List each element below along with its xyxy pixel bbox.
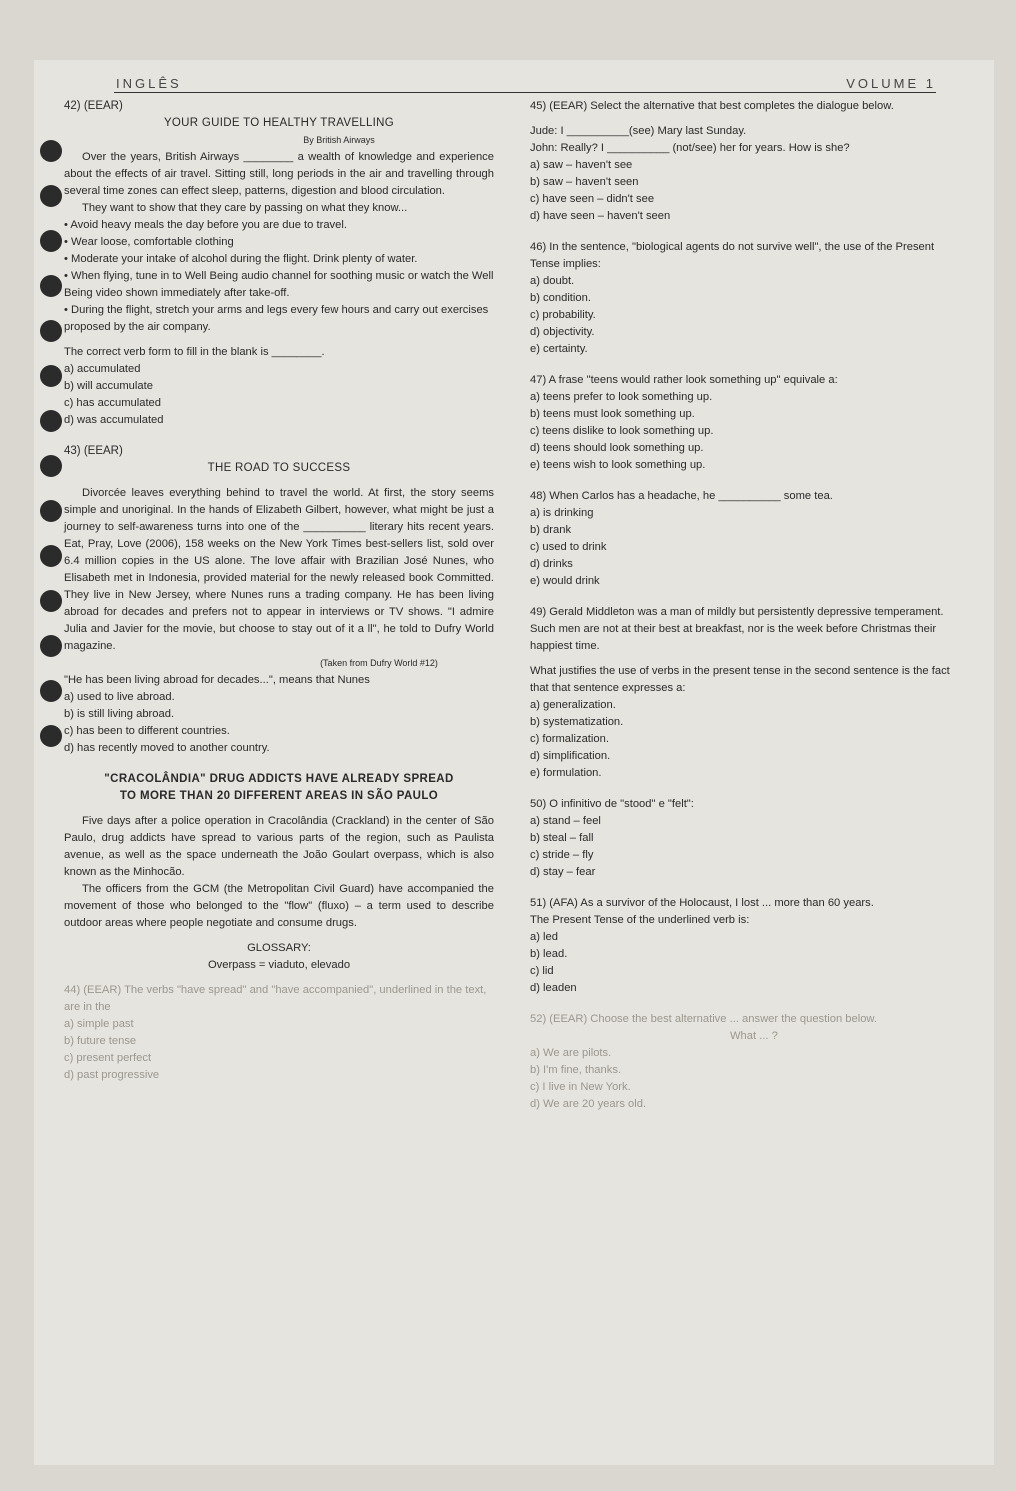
q49-paragraph: 49) Gerald Middleton was a man of mildly but persistently depressive temperament. Such men are not at their best at breakfast, nor is the week before Christmas their happiest time. (530, 606, 944, 652)
q43-option-c: c) has been to different countries. (64, 725, 230, 737)
header-rule (114, 92, 936, 93)
q51-prompt: The Present Tense of the underlined verb is: (530, 914, 750, 926)
q42-paragraph: Over the years, British Airways ________ a wealth of knowledge and experience about the effects of air travel. Sitting still, long periods in the air and travelling through several time zones can effect sleep, patterns, digestion and blood circulation. (64, 151, 494, 197)
q44-option-d: d) past progressive (64, 1069, 160, 1081)
q51-option-b: b) lead. (530, 948, 568, 960)
q51-option-a: a) led (530, 931, 558, 943)
q49-option-e: e) formulation. (530, 767, 602, 779)
q43-option-d: d) has recently moved to another country. (64, 742, 270, 754)
q49-option-a: a) generalization. (530, 699, 616, 711)
q48-option-d: d) drinks (530, 558, 573, 570)
q48-option-e: e) would drink (530, 575, 600, 587)
q44-paragraph: The officers from the GCM (the Metropolitan Civil Guard) have accompanied the movement of those who belonged to the "flow" (fluxo) – a term used to describe outdoor areas where people negotiate and consume drugs. (64, 883, 494, 929)
q42-bullet: • Avoid heavy meals the day before you are due to travel. (64, 219, 347, 231)
q42-bullet: • Wear loose, comfortable clothing (64, 236, 234, 248)
q42-option-a: a) accumulated (64, 363, 141, 375)
q47-option-b: b) teens must look something up. (530, 408, 695, 420)
q46-option-e: e) certainty. (530, 343, 588, 355)
q50-stem: 50) O infinitivo de "stood" e "felt": (530, 798, 694, 810)
subject-label: INGLÊS (116, 76, 182, 91)
q51-option-c: c) lid (530, 965, 554, 977)
page-header (116, 76, 936, 92)
q48-option-b: b) drank (530, 524, 572, 536)
q48-stem: 48) When Carlos has a headache, he __________ some tea. (530, 490, 833, 502)
q42-option-d: d) was accumulated (64, 414, 164, 426)
binder-hole (40, 275, 62, 297)
q49-option-c: c) formalization. (530, 733, 609, 745)
q42-paragraph: They want to show that they care by passing on what they know... (82, 202, 408, 214)
binder-hole (40, 230, 62, 252)
binder-hole (40, 545, 62, 567)
q46-option-d: d) objectivity. (530, 326, 595, 338)
q44-article-title: "CRACOLÂNDIA" DRUG ADDICTS HAVE ALREADY SPREAD (104, 773, 454, 785)
q43-option-a: a) used to live abroad. (64, 691, 175, 703)
binder-hole (40, 590, 62, 612)
right-column (530, 98, 950, 1113)
q43-number: 43) (EEAR) (64, 445, 123, 457)
q52-stem: 52) (EEAR) Choose the best alternative ... answer the question below. (530, 1013, 878, 1025)
q45-option-a: a) saw – haven't see (530, 159, 633, 171)
q43-option-b: b) is still living abroad. (64, 708, 175, 720)
q51-option-d: d) leaden (530, 982, 577, 994)
q45-option-c: c) have seen – didn't see (530, 193, 655, 205)
q43-paragraph: Divorcée leaves everything behind to travel the world. At first, the story seems simple and unoriginal. In the hands of Elizabeth Gilbert, however, what might be just a journey to self-awareness turns into one of the __________ literary hits recent years. Eat, Pray, Love (2006), 158 weeks on the New York Times best-sellers list, sold over 6.4 million copies in the US alone. The love affair with Brazilian José Nunes, who Elisabeth met in Indonesia, provided material for the newly released book Committed. They live in New Jersey, where Nunes runs a trading company. He has been living abroad for decades and prefers not to appear in interviews or TV shows. "I admire Julia and Javier for the movie, but choose to stay out of it a ll", he told to Dufry World magazine. (64, 487, 494, 652)
q45-dialogue-line: Jude: I __________(see) Mary last Sunday. (530, 125, 747, 137)
q42-bullet: • During the flight, stretch your arms and legs every few hours and carry out exercises proposed by the air company. (64, 304, 489, 333)
binder-hole (40, 500, 62, 522)
q47-option-d: d) teens should look something up. (530, 442, 704, 454)
q45-option-b: b) saw – haven't seen (530, 176, 639, 188)
q46-option-c: c) probability. (530, 309, 596, 321)
q44-stem: 44) (EEAR) The verbs "have spread" and "have accompanied", underlined in the text, are in the (64, 984, 487, 1013)
q47-option-e: e) teens wish to look something up. (530, 459, 706, 471)
binder-hole (40, 680, 62, 702)
q44-article-title: TO MORE THAN 20 DIFFERENT AREAS IN SÃO PAULO (119, 790, 439, 802)
binder-hole (40, 320, 62, 342)
q43-stem: "He has been living abroad for decades...", means that Nunes (64, 674, 370, 686)
q52-option-b: b) I'm fine, thanks. (530, 1064, 622, 1076)
q44-paragraph: Five days after a police operation in Cracolândia (Crackland) in the center of São Paulo, drug addicts have spread to various parts of the region, such as Paulista avenue, as well as the space underneath the João Goulart overpass, which is also known as the Minhocão. (64, 815, 494, 878)
q42-option-b: b) will accumulate (64, 380, 153, 392)
q42-stem: The correct verb form to fill in the blank is ________. (64, 346, 325, 358)
q50-option-a: a) stand – feel (530, 815, 601, 827)
q44-option-a: a) simple past (64, 1018, 134, 1030)
q42-byline: By British Airways (303, 135, 375, 145)
q42-bullet: • When flying, tune in to Well Being audio channel for soothing music or watch the Well Being video shown immediately after take-off. (64, 270, 494, 299)
q52-question: What ... ? (730, 1030, 778, 1042)
q42-number: 42) (EEAR) (64, 100, 123, 112)
q43-title: THE ROAD TO SUCCESS (207, 462, 351, 474)
q48-option-c: c) used to drink (530, 541, 607, 553)
q49-option-d: d) simplification. (530, 750, 611, 762)
q42-option-c: c) has accumulated (64, 397, 162, 409)
q42-title: YOUR GUIDE TO HEALTHY TRAVELLING (163, 117, 395, 129)
q44-option-b: b) future tense (64, 1035, 137, 1047)
q52-option-d: d) We are 20 years old. (530, 1098, 647, 1110)
q48-option-a: a) is drinking (530, 507, 594, 519)
q47-option-c: c) teens dislike to look something up. (530, 425, 714, 437)
q50-option-d: d) stay – fear (530, 866, 596, 878)
q42-bullet: • Moderate your intake of alcohol during the flight. Drink plenty of water. (64, 253, 418, 265)
q44-option-c: c) present perfect (64, 1052, 152, 1064)
glossary-entry: Overpass = viaduto, elevado (207, 959, 351, 971)
q45-dialogue-line: John: Really? I __________ (not/see) her for years. How is she? (530, 142, 850, 154)
binder-hole (40, 410, 62, 432)
q46-option-a: a) doubt. (530, 275, 575, 287)
q43-source: (Taken from Dufry World #12) (320, 658, 438, 668)
binder-hole (40, 455, 62, 477)
q45-stem: 45) (EEAR) Select the alternative that best completes the dialogue below. (530, 100, 894, 112)
glossary-heading: GLOSSARY: (247, 942, 311, 954)
left-column (64, 98, 494, 1084)
q52-option-a: a) We are pilots. (530, 1047, 612, 1059)
q46-option-b: b) condition. (530, 292, 591, 304)
binder-hole (40, 725, 62, 747)
q47-stem: 47) A frase "teens would rather look something up" equivale a: (530, 374, 838, 386)
q45-option-d: d) have seen – haven't seen (530, 210, 671, 222)
q50-option-b: b) steal – fall (530, 832, 594, 844)
q51-stem: 51) (AFA) As a survivor of the Holocaust, I lost ... more than 60 years. (530, 897, 874, 909)
binder-hole (40, 185, 62, 207)
q50-option-c: c) stride – fly (530, 849, 594, 861)
binder-hole (40, 635, 62, 657)
binder-hole (40, 140, 62, 162)
q47-option-a: a) teens prefer to look something up. (530, 391, 713, 403)
q49-stem: What justifies the use of verbs in the present tense in the second sentence is the fact that that sentence expresses a: (530, 665, 950, 694)
volume-label: VOLUME 1 (846, 76, 936, 91)
q46-stem: 46) In the sentence, "biological agents do not survive well", the use of the Present Tense implies: (530, 241, 935, 270)
binder-hole (40, 365, 62, 387)
q49-option-b: b) systematization. (530, 716, 624, 728)
q52-option-c: c) I live in New York. (530, 1081, 631, 1093)
